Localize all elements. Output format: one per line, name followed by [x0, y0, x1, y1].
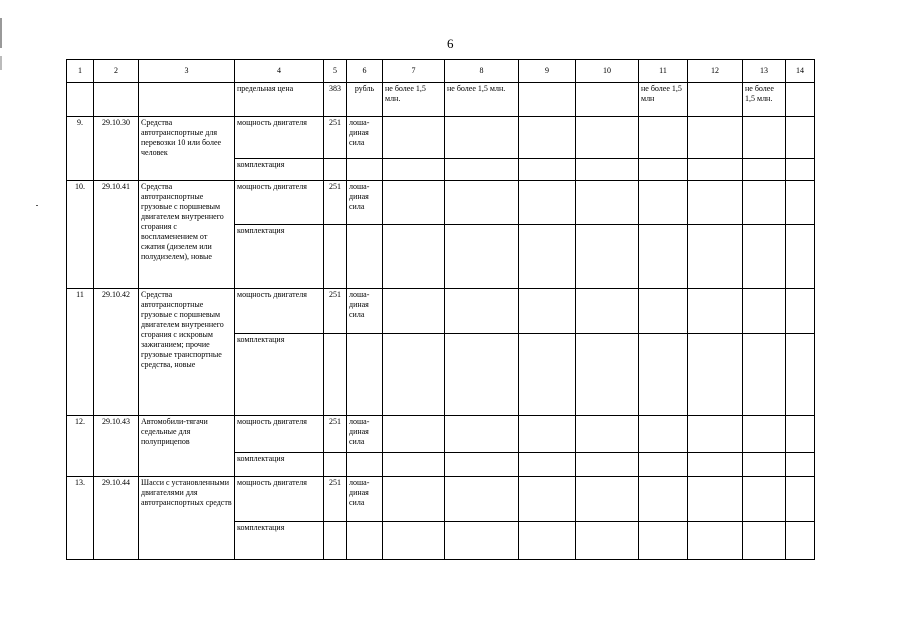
okpd-code-cell: 29.10.43 — [94, 416, 139, 477]
table-cell — [639, 477, 688, 522]
table-cell — [445, 334, 519, 416]
header-cell: 5 — [324, 60, 347, 83]
table-cell — [576, 225, 639, 289]
header-cell: 12 — [688, 60, 743, 83]
table-cell — [576, 159, 639, 181]
characteristic-cell: комплектация — [235, 225, 324, 289]
characteristic-cell: комплектация — [235, 159, 324, 181]
table-cell — [383, 289, 445, 334]
table-cell — [786, 416, 815, 453]
price-label-cell: предельная цена — [235, 83, 324, 117]
okpd-code-cell: 29.10.44 — [94, 477, 139, 560]
row-number-cell: 12. — [67, 416, 94, 477]
item-name-cell: Средства автотранспортные для перевозки 10 или более человек — [139, 117, 235, 181]
okpd-code-cell: 29.10.42 — [94, 289, 139, 416]
table-row — [67, 181, 815, 225]
table-cell — [786, 477, 815, 522]
table-cell — [383, 416, 445, 453]
price-limit-cell: не более 1,5 млн — [639, 83, 688, 117]
row-number-cell: 13. — [67, 477, 94, 560]
table-cell — [445, 522, 519, 560]
unit-code-cell: 383 — [324, 83, 347, 117]
header-cell: 11 — [639, 60, 688, 83]
table-cell — [688, 225, 743, 289]
header-cell: 3 — [139, 60, 235, 83]
okpd-code-cell: 29.10.30 — [94, 117, 139, 181]
table-cell — [383, 159, 445, 181]
page-number: 6 — [447, 36, 454, 51]
item-name-cell: Средства автотранспортные грузовые с поршневым двигателем внутреннего сгорания с воспламенением от сжатия (дизелем или полудизелем), новые — [139, 181, 235, 289]
unit-code-cell: 251 — [324, 477, 347, 522]
table-cell — [639, 522, 688, 560]
table-cell — [639, 181, 688, 225]
table-cell — [576, 416, 639, 453]
table-cell — [743, 416, 786, 453]
unit-cell: лоша-диная сила — [347, 416, 383, 453]
unit-cell: лоша-диная сила — [347, 117, 383, 159]
table-cell — [519, 181, 576, 225]
characteristic-cell: мощность двигателя — [235, 416, 324, 453]
table-cell — [639, 334, 688, 416]
table-cell — [67, 83, 94, 117]
unit-cell: рубль — [347, 83, 383, 117]
table-cell — [786, 225, 815, 289]
header-cell: 2 — [94, 60, 139, 83]
header-cell: 14 — [786, 60, 815, 83]
table-cell — [576, 477, 639, 522]
table-cell — [688, 117, 743, 159]
item-name-cell: Автомобили-тягачи седельные для полуприцепов — [139, 416, 235, 477]
table-body — [67, 60, 815, 560]
item-name-cell: Средства автотранспортные грузовые с поршневым двигателем внутреннего сгорания с искровым зажиганием; прочие грузовые транспортные средства, новые — [139, 289, 235, 416]
row-number-cell: 10. — [67, 181, 94, 289]
unit-cell: лоша-диная сила — [347, 477, 383, 522]
table-cell — [576, 181, 639, 225]
table-cell — [383, 181, 445, 225]
unit-code-cell: 251 — [324, 117, 347, 159]
table-cell — [445, 289, 519, 334]
table-cell — [445, 181, 519, 225]
table-cell — [786, 522, 815, 560]
unit-code-cell: 251 — [324, 416, 347, 453]
characteristic-cell: комплектация — [235, 522, 324, 560]
header-cell: 6 — [347, 60, 383, 83]
table-row — [67, 477, 815, 522]
table-cell — [347, 225, 383, 289]
table-cell — [743, 159, 786, 181]
table-cell — [347, 522, 383, 560]
table-cell — [743, 334, 786, 416]
table-cell — [743, 225, 786, 289]
table-cell — [743, 181, 786, 225]
table-cell — [383, 117, 445, 159]
table-cell — [519, 453, 576, 477]
table-cell — [743, 289, 786, 334]
characteristic-cell: мощность двигателя — [235, 181, 324, 225]
table-cell — [743, 453, 786, 477]
table-cell — [519, 159, 576, 181]
table-cell — [743, 117, 786, 159]
table-cell — [688, 522, 743, 560]
table-cell — [639, 416, 688, 453]
price-limit-cell: не более 1,5 млн. — [383, 83, 445, 117]
table-cell — [324, 334, 347, 416]
table-cell — [688, 159, 743, 181]
price-limit-cell: не более 1,5 млн. — [743, 83, 786, 117]
table-cell — [139, 83, 235, 117]
table-cell — [519, 416, 576, 453]
table-cell — [94, 83, 139, 117]
table-cell — [347, 159, 383, 181]
unit-code-cell: 251 — [324, 289, 347, 334]
scan-edge-mark — [0, 18, 5, 48]
unit-cell: лоша-диная сила — [347, 289, 383, 334]
table-cell — [445, 225, 519, 289]
table-cell — [519, 477, 576, 522]
row-number-cell: 11 — [67, 289, 94, 416]
table-row — [67, 416, 815, 453]
table-row — [67, 117, 815, 159]
table-cell — [324, 522, 347, 560]
table-cell — [786, 181, 815, 225]
table-cell — [576, 83, 639, 117]
table-cell — [639, 159, 688, 181]
table-cell — [688, 453, 743, 477]
table-cell — [639, 453, 688, 477]
table-cell — [324, 225, 347, 289]
table-cell — [324, 453, 347, 477]
table-cell — [576, 117, 639, 159]
table-cell — [383, 453, 445, 477]
characteristic-cell: комплектация — [235, 334, 324, 416]
unit-code-cell: 251 — [324, 181, 347, 225]
characteristic-cell: мощность двигателя — [235, 117, 324, 159]
table-cell — [576, 334, 639, 416]
table-cell — [383, 334, 445, 416]
table-cell — [743, 477, 786, 522]
table-cell — [688, 416, 743, 453]
price-limit-cell: не более 1,5 млн. — [445, 83, 519, 117]
header-row — [67, 60, 815, 83]
table-cell — [639, 289, 688, 334]
item-name-cell: Шасси с установленными двигателями для автотранспортных средств — [139, 477, 235, 560]
table-cell — [786, 453, 815, 477]
table-cell — [445, 117, 519, 159]
price-row — [67, 83, 815, 117]
table-row — [67, 289, 815, 334]
table-cell — [576, 289, 639, 334]
table-cell — [688, 83, 743, 117]
header-cell: 10 — [576, 60, 639, 83]
characteristic-cell: мощность двигателя — [235, 477, 324, 522]
header-cell: 7 — [383, 60, 445, 83]
table-cell — [576, 522, 639, 560]
header-cell: 13 — [743, 60, 786, 83]
table-cell — [519, 289, 576, 334]
table-cell — [383, 225, 445, 289]
table-cell — [347, 334, 383, 416]
table-cell — [445, 477, 519, 522]
scan-edge-mark — [0, 56, 4, 70]
table-cell — [786, 117, 815, 159]
table-cell — [786, 159, 815, 181]
table-cell — [743, 522, 786, 560]
table-cell — [519, 83, 576, 117]
characteristic-cell: мощность двигателя — [235, 289, 324, 334]
table-cell — [688, 181, 743, 225]
characteristic-cell: комплектация — [235, 453, 324, 477]
table-cell — [519, 225, 576, 289]
table-cell — [688, 334, 743, 416]
okpd-code-cell: 29.10.41 — [94, 181, 139, 289]
header-cell: 9 — [519, 60, 576, 83]
table-cell — [445, 416, 519, 453]
table-cell — [576, 453, 639, 477]
header-cell: 4 — [235, 60, 324, 83]
table-cell — [445, 453, 519, 477]
unit-cell: лоша-диная сила — [347, 181, 383, 225]
header-cell: 8 — [445, 60, 519, 83]
table-cell — [383, 522, 445, 560]
table-cell — [445, 159, 519, 181]
table-cell — [639, 117, 688, 159]
table-cell — [786, 83, 815, 117]
table-cell — [324, 159, 347, 181]
table-cell — [383, 477, 445, 522]
table-cell — [519, 117, 576, 159]
row-number-cell: 9. — [67, 117, 94, 181]
table-cell — [347, 453, 383, 477]
table-cell — [688, 477, 743, 522]
scan-speck — [36, 205, 38, 206]
catalog-table — [66, 59, 815, 560]
table-cell — [519, 334, 576, 416]
table-cell — [786, 289, 815, 334]
table-cell — [688, 289, 743, 334]
table-cell — [519, 522, 576, 560]
table-cell — [786, 334, 815, 416]
table-cell — [639, 225, 688, 289]
header-cell: 1 — [67, 60, 94, 83]
